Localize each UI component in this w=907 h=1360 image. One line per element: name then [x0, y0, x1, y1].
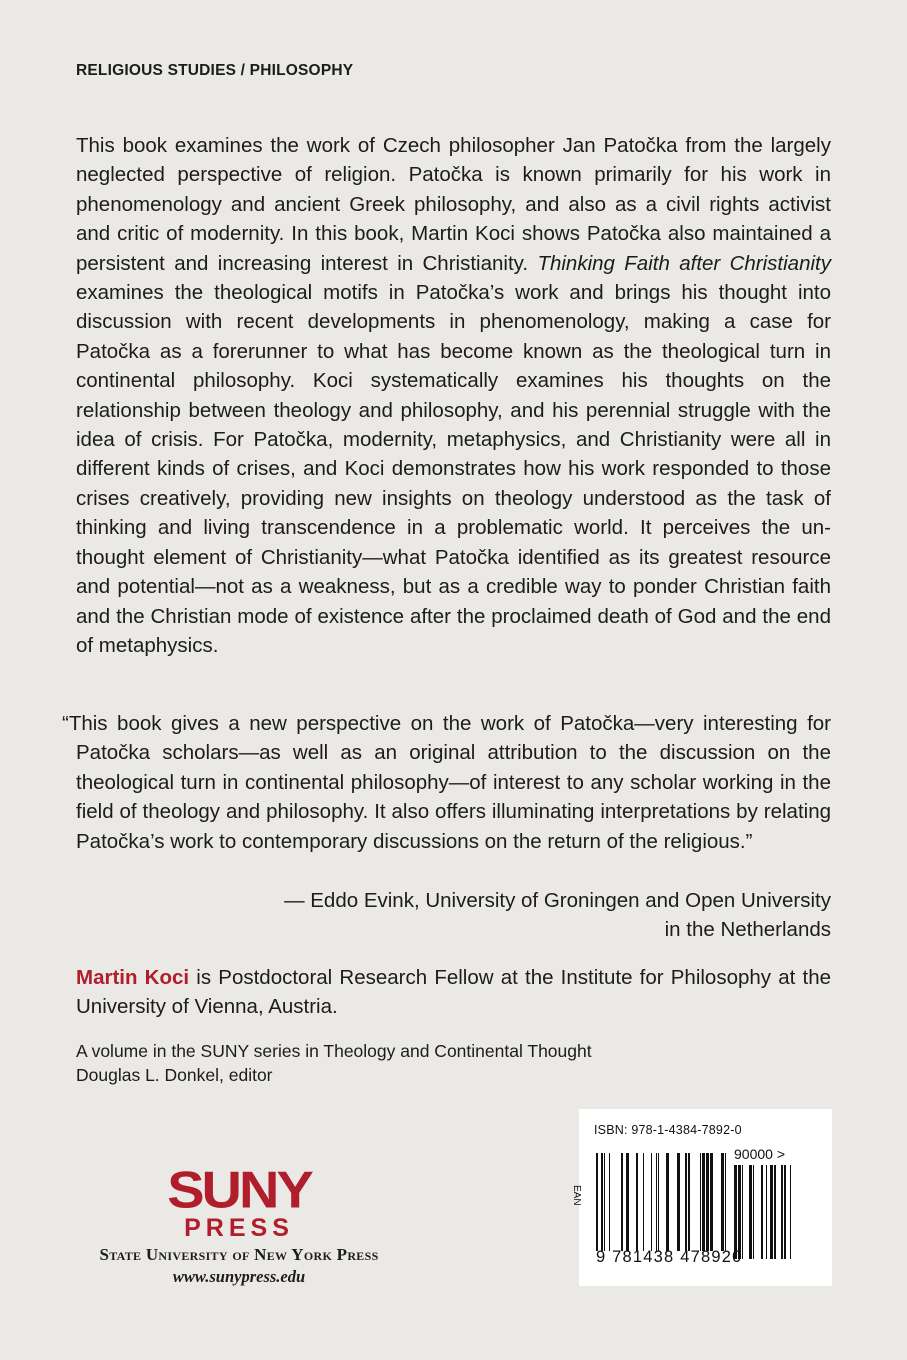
author-name: Martin Koci [76, 966, 190, 989]
quote-attribution [211, 886, 831, 945]
barcode-bar [770, 1165, 773, 1259]
barcode-bar [742, 1165, 743, 1259]
barcode-bar [596, 1153, 598, 1251]
barcode-bar [658, 1153, 659, 1251]
barcode-bar [749, 1165, 752, 1259]
barcode-bar [710, 1153, 713, 1251]
barcode-main-bars [596, 1153, 728, 1251]
description-part2: examines the theological motifs in Patočka’s work and brings his thought into discussion with recent developments in phenomenology, making a case for Patočka as a forerunner to what has become known as the theological turn in continental philosophy. Koci systematically examines his thoughts on the relationship between theology and philosophy, and his perennial struggle with the idea of crisis. For Patočka, modernity, metaphysics, and Christianity were all in different kinds of crises, and Koci demonstrates how his work responded to those crises creatively, providing new insights on theology understood as the task of thinking and living transcendence in a problematic world. It perceives the un-thought element of Christianity—what Patočka identified as its greatest resource and potential—not as a weakness, but as a credible way to ponder Christian faith and the Christian mode of existence after the proclaimed death of God and the end of metaphysics. [76, 281, 831, 657]
publisher-url: www.sunypress.edu [172, 1267, 306, 1286]
barcode-bar [706, 1153, 709, 1251]
barcode-bar [774, 1165, 776, 1259]
book-title-italic: Thinking Faith after Christianity [537, 251, 831, 275]
attribution-line-1: — Eddo Evink, University of Groningen and Open University [284, 889, 831, 912]
barcode-bar [721, 1153, 724, 1251]
barcode-digits: 9 781438 478920 [596, 1248, 743, 1266]
author-bio [76, 963, 831, 1022]
barcode-bar [677, 1153, 680, 1251]
publisher-logo [78, 1160, 400, 1287]
barcode-bar [609, 1153, 610, 1251]
quote-text: “This book gives a new perspective on the work of Patočka—very interesting for Patočka scholars—as well as an original attribution to the discussion on the theological turn in continental philosophy—of interest to any scholar working in the field of theology and philosophy. It also offers illuminating interpretations by relating Patočka’s work to contemporary discussions on the return of the religious.” [62, 712, 831, 853]
barcode-bar [643, 1153, 644, 1251]
barcode-bar [784, 1165, 786, 1259]
category-label: RELIGIOUS STUDIES / PHILOSOPHY [76, 62, 354, 79]
barcode-bar [766, 1165, 767, 1259]
barcode-bar [621, 1153, 623, 1251]
publisher-name: State University of New York Press [99, 1245, 379, 1264]
barcode-bar [738, 1165, 741, 1259]
series-line-1: A volume in the SUNY series in Theology and Continental Thought [76, 1041, 592, 1061]
attribution-line-2: in the Netherlands [664, 918, 831, 942]
barcode-bar [761, 1165, 763, 1259]
barcode-bar [702, 1153, 705, 1251]
series-info [76, 1039, 776, 1087]
logo-press: PRESS [184, 1214, 294, 1242]
barcode-bar [636, 1153, 638, 1251]
ean-label: EAN [571, 1185, 582, 1206]
barcode-addon-bars [734, 1165, 800, 1259]
logo-suny: SUNY [167, 1160, 311, 1219]
barcode-bar [753, 1165, 754, 1259]
barcode-bar [700, 1153, 701, 1251]
book-description [76, 131, 831, 660]
barcode-box [571, 1109, 832, 1286]
price-code: 90000 > [734, 1146, 785, 1162]
endorsement-quote [62, 709, 831, 856]
isbn-label: ISBN: 978-1-4384-7892-0 [594, 1123, 742, 1137]
barcode-bar [601, 1153, 603, 1251]
barcode-bar [651, 1153, 652, 1251]
bio-text: is Postdoctoral Research Fellow at the Institute for Philosophy at the University of Vienna, Austria. [76, 966, 831, 1019]
barcode-bar [656, 1153, 657, 1251]
barcode-bar [790, 1165, 791, 1259]
barcode-bar [626, 1153, 629, 1251]
barcode-bar [734, 1165, 737, 1259]
series-line-2: Douglas L. Donkel, editor [76, 1065, 273, 1085]
barcode-bar [725, 1153, 726, 1251]
barcode-bar [685, 1153, 687, 1251]
barcode-bar [781, 1165, 783, 1259]
barcode-bar [604, 1153, 605, 1251]
barcode-bar [666, 1153, 669, 1251]
barcode-bar [688, 1153, 690, 1251]
description-part1: This book examines the work of Czech philosopher Jan Patočka from the largely neglected perspective of religion. Patočka is known primarily for his work in phenomenology and ancient Greek philosophy, and also as a civil rights activist and critic of modernity. In this book, Martin Koci shows Patočka also maintained a persistent and increasing interest in Christianity. [76, 134, 831, 275]
